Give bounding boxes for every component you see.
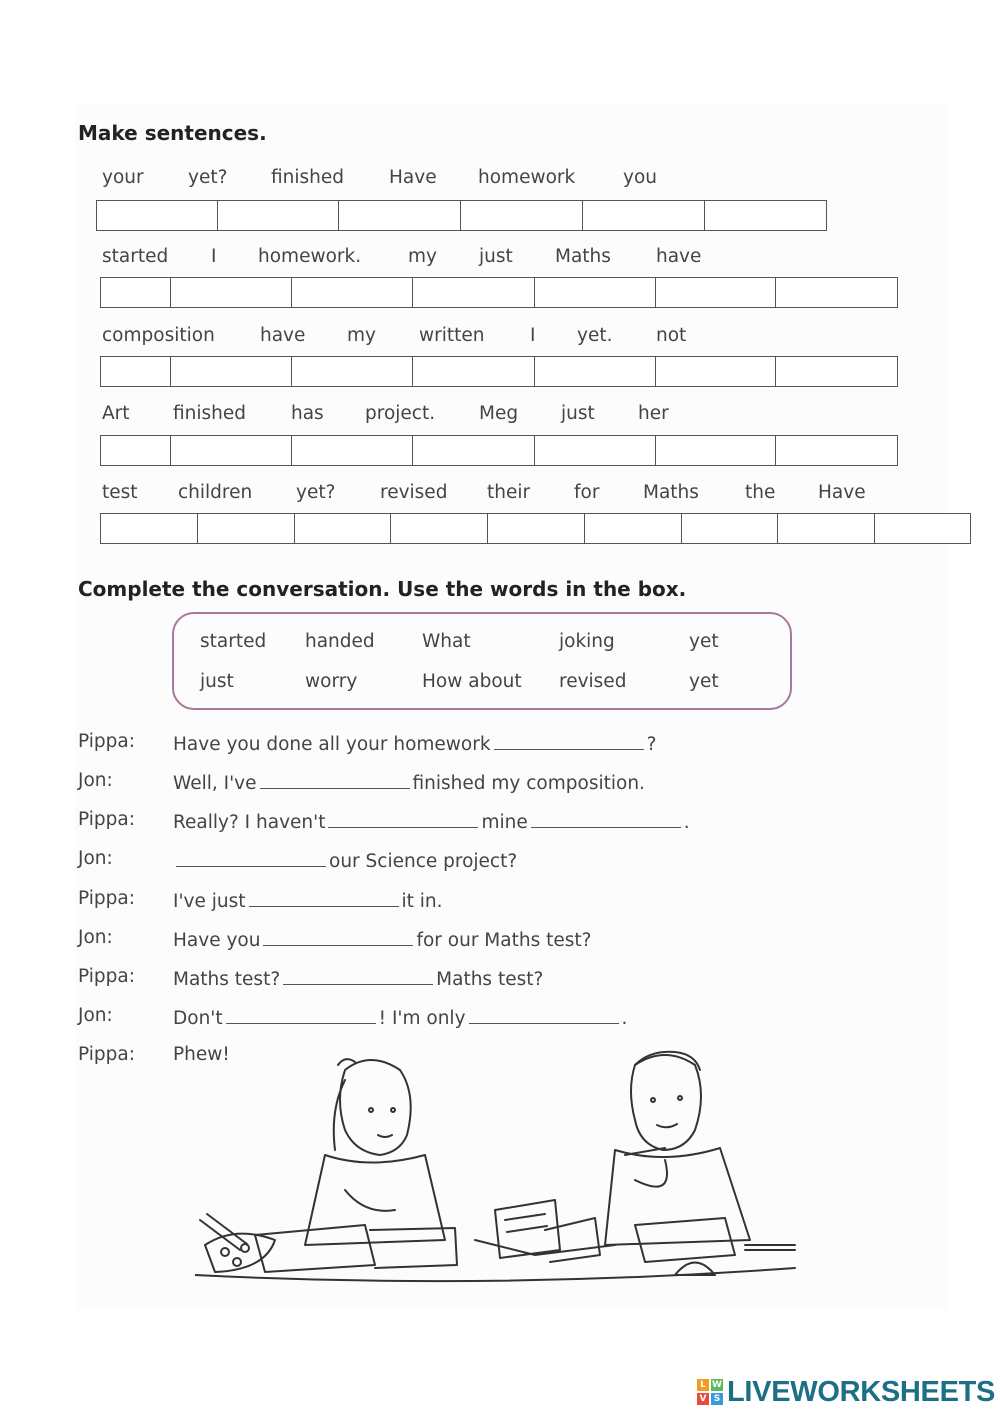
scramble-word: written: [419, 325, 485, 346]
scramble-word: test: [102, 482, 138, 503]
answer-box[interactable]: [339, 201, 461, 230]
dialogue-line: [78, 927, 838, 953]
dialogue-line: [78, 888, 838, 914]
scramble-word: my: [347, 325, 376, 346]
dialogue-text: Maths test?: [173, 969, 281, 990]
scramble-word: has: [291, 403, 324, 424]
speaker-label: Pippa:: [78, 1044, 135, 1065]
dialogue-line: [78, 848, 838, 874]
answer-boxes-row-2: [100, 277, 898, 308]
dialogue-text: for our Maths test?: [416, 930, 592, 951]
box-word: worry: [305, 671, 358, 692]
scramble-word: just: [479, 246, 513, 267]
scramble-word: I: [530, 325, 536, 346]
answer-blank[interactable]: [531, 809, 681, 828]
answer-box[interactable]: [292, 357, 414, 386]
scramble-word: Art: [102, 403, 130, 424]
book-stack: [475, 1200, 615, 1262]
scramble-word: my: [408, 246, 437, 267]
answer-box[interactable]: [171, 436, 292, 465]
answer-box[interactable]: [198, 514, 295, 543]
speaker-label: Pippa:: [78, 888, 135, 909]
answer-box[interactable]: [776, 436, 897, 465]
boy-figure: [605, 1052, 795, 1275]
dialogue-text: I've just: [173, 891, 246, 912]
dialogue-text: finished my composition.: [412, 773, 645, 794]
scramble-word: Have: [818, 482, 866, 503]
dialogue-line: [78, 1005, 838, 1031]
answer-box[interactable]: [682, 514, 779, 543]
scramble-word: I: [211, 246, 217, 267]
box-word: just: [200, 671, 234, 692]
answer-blank[interactable]: [260, 770, 410, 789]
box-word: yet: [689, 631, 719, 652]
dialogue-text: Phew!: [173, 1044, 230, 1065]
dialogue-text: ?: [646, 734, 657, 755]
answer-box[interactable]: [488, 514, 585, 543]
answer-blank[interactable]: [249, 888, 399, 907]
dialogue-text: Well, I've: [173, 773, 257, 794]
scramble-word: children: [178, 482, 253, 503]
scramble-word: composition: [102, 325, 215, 346]
answer-box[interactable]: [413, 436, 535, 465]
answer-box[interactable]: [778, 514, 875, 543]
dialogue-text: Have you done all your homework: [173, 734, 491, 755]
answer-box[interactable]: [656, 278, 777, 307]
scramble-word: her: [638, 403, 669, 424]
scramble-word: revised: [380, 482, 448, 503]
answer-box[interactable]: [535, 357, 656, 386]
speaker-label: Jon:: [78, 1005, 113, 1026]
dialogue-text: mine: [481, 812, 528, 833]
dialogue-line: [78, 966, 838, 992]
dialogue-line: [78, 809, 838, 835]
answer-box[interactable]: [535, 436, 656, 465]
scramble-word: Maths: [555, 246, 611, 267]
box-word: What: [422, 631, 471, 652]
answer-box[interactable]: [218, 201, 339, 230]
answer-box[interactable]: [461, 201, 583, 230]
answer-box[interactable]: [97, 201, 218, 230]
answer-blank[interactable]: [328, 809, 478, 828]
scramble-word: for: [574, 482, 600, 503]
answer-box[interactable]: [583, 201, 705, 230]
box-word: How about: [422, 671, 522, 692]
scramble-word: you: [623, 167, 657, 188]
answer-box[interactable]: [535, 278, 656, 307]
answer-box[interactable]: [585, 514, 682, 543]
answer-box[interactable]: [391, 514, 488, 543]
scramble-word: yet?: [296, 482, 336, 503]
girl-figure: [200, 1059, 457, 1272]
dialogue-text: .: [683, 812, 690, 833]
dialogue-text: .: [621, 1008, 628, 1029]
box-word: revised: [559, 671, 627, 692]
dialogue-text: ! I'm only: [378, 1008, 466, 1029]
speaker-label: Jon:: [78, 770, 113, 791]
answer-box[interactable]: [413, 278, 535, 307]
answer-box[interactable]: [171, 278, 292, 307]
answer-box[interactable]: [292, 278, 414, 307]
speaker-label: Pippa:: [78, 731, 135, 752]
answer-box[interactable]: [705, 201, 825, 230]
answer-box[interactable]: [656, 357, 777, 386]
answer-blank[interactable]: [263, 927, 413, 946]
dialogue-text: our Science project?: [329, 851, 518, 872]
scramble-word: homework.: [258, 246, 362, 267]
answer-box[interactable]: [101, 514, 198, 543]
answer-box[interactable]: [101, 436, 171, 465]
dialogue-text: Have you: [173, 930, 261, 951]
word-box: [172, 612, 792, 710]
scramble-word: Have: [389, 167, 437, 188]
answer-box[interactable]: [413, 357, 535, 386]
speaker-label: Pippa:: [78, 966, 135, 987]
scramble-word: yet?: [188, 167, 228, 188]
scramble-word: the: [745, 482, 776, 503]
answer-blank[interactable]: [176, 848, 326, 867]
answer-box[interactable]: [776, 357, 897, 386]
dialogue-text: Don't: [173, 1008, 223, 1029]
answer-box[interactable]: [295, 514, 392, 543]
scramble-word: not: [656, 325, 687, 346]
scramble-word: finished: [173, 403, 247, 424]
box-word: handed: [305, 631, 375, 652]
answer-box[interactable]: [101, 357, 171, 386]
section2-heading: Complete the conversation. Use the words in the box.: [78, 577, 687, 601]
logo-text: LIVEWORKSHEETS: [727, 1375, 996, 1408]
scramble-word: have: [656, 246, 702, 267]
logo-mark-icon: L W V S: [697, 1379, 723, 1405]
dialogue-text: Maths test?: [436, 969, 544, 990]
dialogue-line: [78, 770, 838, 796]
dialogue-line: [78, 731, 838, 757]
scramble-word: just: [561, 403, 595, 424]
answer-box[interactable]: [292, 436, 414, 465]
answer-box[interactable]: [776, 278, 897, 307]
answer-boxes-row-4: [100, 435, 898, 466]
dialogue-text: it in.: [401, 891, 443, 912]
speaker-label: Jon:: [78, 927, 113, 948]
answer-boxes-row-3: [100, 356, 898, 387]
answer-boxes-row-1: [96, 200, 827, 231]
section1-heading: Make sentences.: [78, 121, 267, 145]
scramble-word: have: [260, 325, 306, 346]
scramble-word: Meg: [479, 403, 519, 424]
dialogue-text: Really? I haven't: [173, 812, 326, 833]
answer-blank[interactable]: [283, 966, 433, 985]
answer-blank[interactable]: [494, 731, 644, 750]
box-word: yet: [689, 671, 719, 692]
scramble-word: started: [102, 246, 169, 267]
answer-blank[interactable]: [226, 1005, 376, 1024]
answer-box[interactable]: [101, 278, 171, 307]
scramble-word: project.: [365, 403, 436, 424]
scramble-word: yet.: [577, 325, 613, 346]
answer-boxes-row-5: [100, 513, 971, 544]
box-word: started: [200, 631, 267, 652]
answer-blank[interactable]: [469, 1005, 619, 1024]
answer-box[interactable]: [171, 357, 292, 386]
students-illustration: [195, 1040, 805, 1290]
speaker-label: Pippa:: [78, 809, 135, 830]
scramble-word: homework: [478, 167, 576, 188]
scramble-word: your: [102, 167, 144, 188]
answer-box[interactable]: [656, 436, 777, 465]
speaker-label: Jon:: [78, 848, 113, 869]
box-word: joking: [559, 631, 615, 652]
liveworksheets-logo: [697, 1375, 996, 1408]
scramble-word: finished: [271, 167, 345, 188]
answer-box[interactable]: [875, 514, 970, 543]
scramble-word: their: [487, 482, 531, 503]
scramble-word: Maths: [643, 482, 699, 503]
